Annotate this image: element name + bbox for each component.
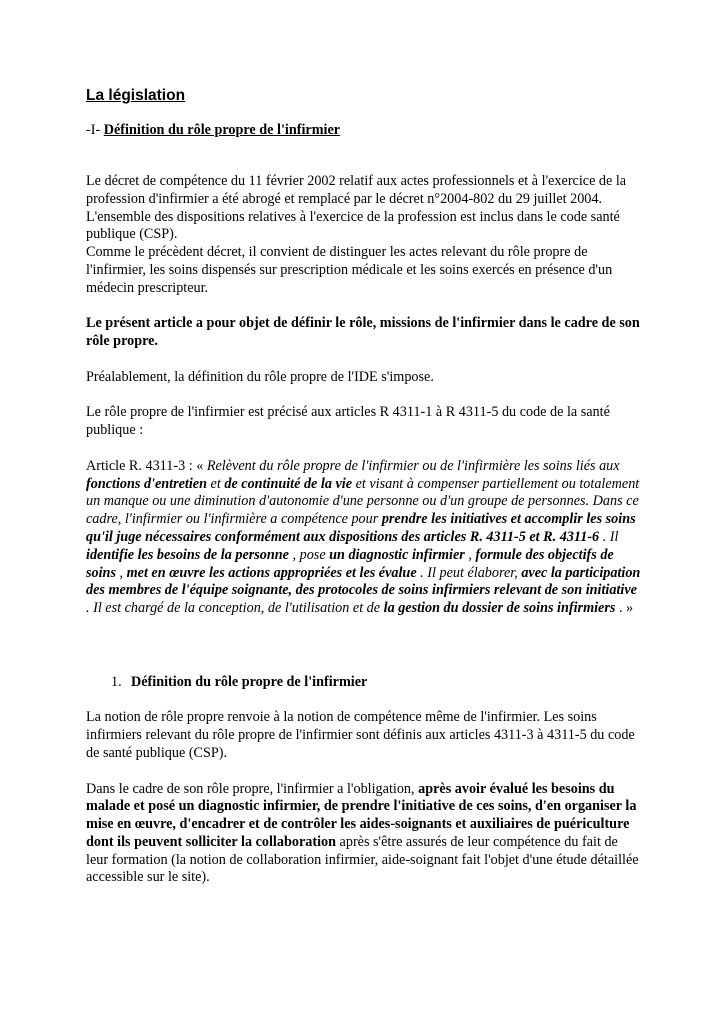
intro-paragraph: Comme le précèdent décret, il convient de distinguer les actes relevant du rôle propre de l'infirmier, les soins dispensés sur prescription médicale et les soins exercés en présence d'un médecin prescripteur.: [86, 244, 613, 296]
section-prefix: -I-: [86, 122, 104, 138]
text-run: prendre les initiatives et accomplir les soins qu'il juge nécessaires conformément aux dispositions des articles R. 4311-5 et R. 4311-6: [86, 511, 636, 545]
prealable-paragraph: Préalablement, la définition du rôle propre de l'IDE s'impose.: [86, 368, 434, 385]
page-title: La législation: [86, 87, 186, 104]
text-run: un diagnostic infirmier: [329, 546, 465, 563]
text-run: avec la participation des membres de l'équipe soignante, des protocoles de soins infirmiers relevant de son initiative: [86, 564, 641, 599]
text-run: Relèvent du rôle propre de l'infirmier ou de l'infirmière les soins liés aux: [206, 457, 620, 474]
text-run: ,: [464, 546, 476, 563]
text-run: et: [207, 475, 225, 492]
section-title: Définition du rôle propre de l'infirmier: [103, 122, 341, 138]
text-run: la gestion du dossier de soins infirmiers: [383, 600, 616, 617]
list-number: 1.: [111, 673, 122, 690]
text-run: identifie les besoins de la personne: [86, 546, 289, 563]
text-run: Dans le cadre de son rôle propre, l'infirmier a l'obligation,: [86, 780, 419, 797]
document-body: [86, 173, 642, 887]
text-run: . Il: [599, 528, 619, 545]
text-run: formule des objectifs de soins: [86, 546, 614, 581]
section-heading: [86, 122, 340, 139]
text-run: et visant à compenser partiellement ou totalement un manque ou une diminution d'autonomie d'une personne ou d'un groupe de personnes. Dans ce cadre, l'infirmier ou l'infirmière a compétence pour: [86, 475, 640, 528]
text-run: . Il est chargé de la conception, de l'utilisation et de: [86, 600, 384, 617]
intro-paragraph: L'ensemble des dispositions relatives à l'exercice de la profession est inclus dans le code santé publique (CSP).: [86, 208, 620, 243]
text-run: Article R. 4311-3 : «: [86, 457, 207, 474]
text-run: . Il peut élaborer,: [416, 564, 522, 581]
list-item: [86, 674, 642, 692]
text-run: après avoir évalué les besoins du malade et posé un diagnostic infirmier, de prendre l'initiative de ces soins, d'en organiser la mise en œuvre, d'encadrer et de contrôler les aides-soignants et auxiliaires de puériculture dont ils peuvent solliciter la collaboration: [86, 780, 637, 850]
article-quote: [86, 458, 642, 618]
text-run: fonctions d'entretien: [86, 475, 207, 492]
text-run: de continuité de la vie: [224, 475, 353, 492]
text-run: . »: [615, 600, 634, 617]
text-run: après s'être assurés de leur compétence du fait de leur formation (la notion de collaboration infirmier, aide-soignant fait l'objet d'une étude détaillée accessible sur le site).: [86, 833, 639, 886]
text-run: met en œuvre les actions appropriées et les évalue: [126, 564, 417, 581]
text-run: ,: [115, 564, 127, 581]
text-run: , pose: [288, 546, 330, 563]
obligation-paragraph: [86, 781, 642, 888]
objective-paragraph: Le présent article a pour objet de définir le rôle, missions de l'infirmier dans le cadre de son rôle propre.: [86, 315, 640, 350]
role-intro-paragraph: Le rôle propre de l'infirmier est précisé aux articles R 4311-1 à R 4311-5 du code de la santé publique :: [86, 404, 610, 439]
list-title: Définition du rôle propre de l'infirmier: [131, 673, 368, 690]
intro-paragraph: Le décret de compétence du 11 février 2002 relatif aux actes professionnels et à l'exercice de la profession d'infirmier a été abrogé et remplacé par le décret n°2004-802 du 29 juillet 2004.: [86, 173, 627, 207]
notion-paragraph: La notion de rôle propre renvoie à la notion de compétence même de l'infirmier. Les soins infirmiers relevant du rôle propre de l'infirmier sont définis aux articles 4311-3 à 4311-5 du code de santé publique (CSP).: [86, 709, 635, 761]
